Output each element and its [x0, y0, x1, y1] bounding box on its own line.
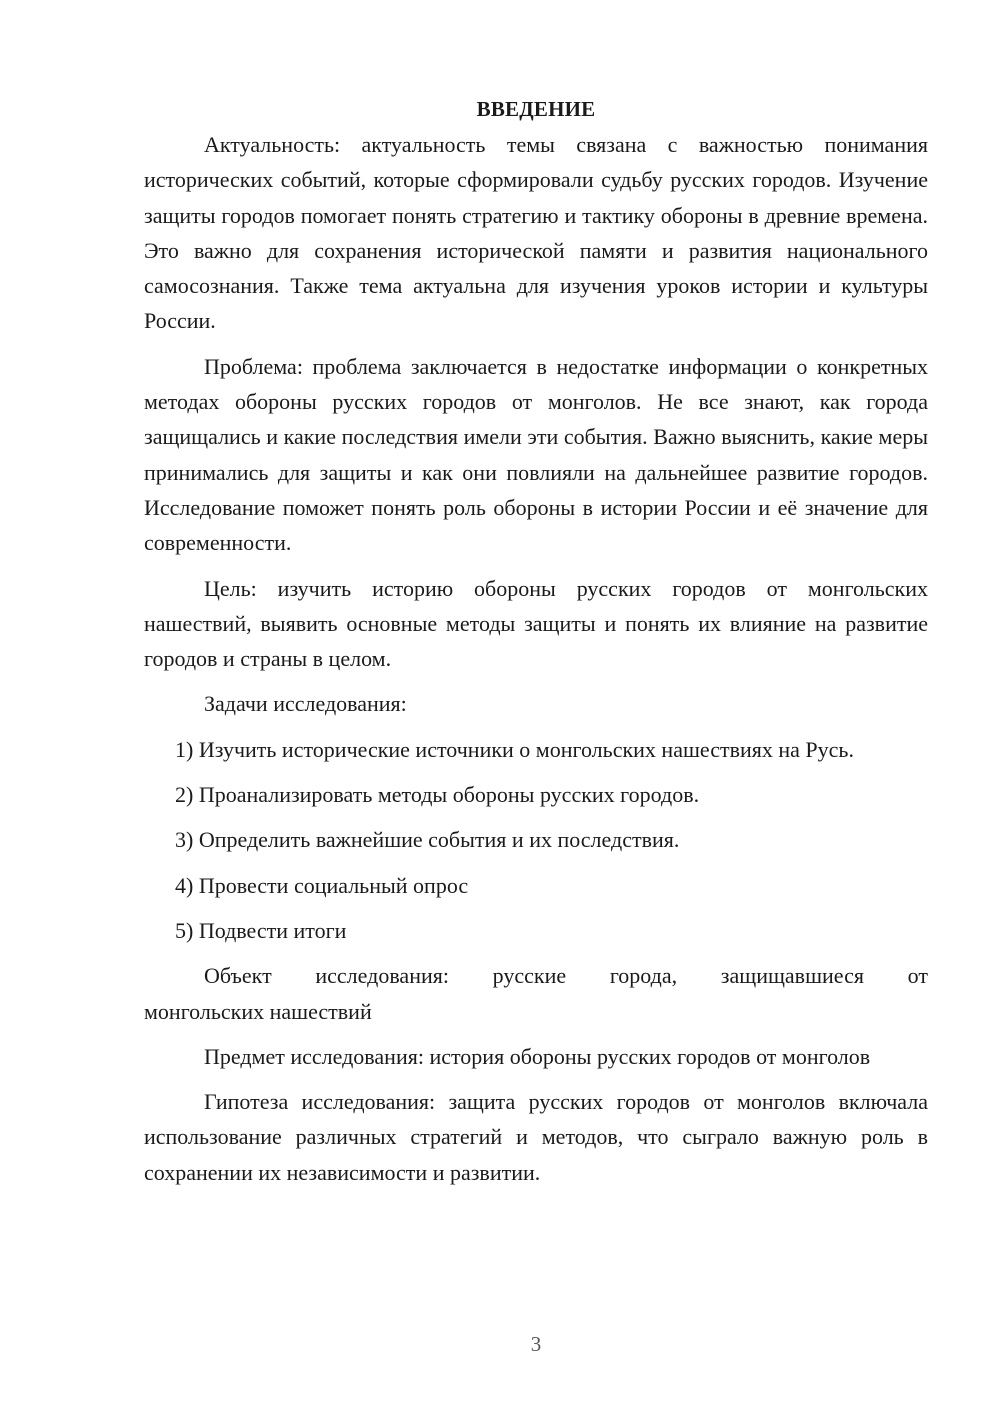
list-item: 2) Проанализировать методы обороны русских городов.	[175, 782, 700, 808]
tasks-heading: Задачи исследования:	[204, 691, 407, 717]
object-paragraph	[144, 958, 928, 1029]
page-number: 3	[530, 1332, 542, 1356]
list-item: 3) Определить важнейшие события и их последствия.	[175, 827, 680, 853]
list-item: 5) Подвести итоги	[175, 917, 347, 943]
object-line-2: монгольских нашествий	[144, 998, 372, 1024]
list-item: 1) Изучить исторические источники о монгольских нашествиях на Русь.	[175, 736, 854, 762]
subject-paragraph: Предмет исследования: история обороны русских городов от монголов	[204, 1043, 871, 1069]
tasks-list	[144, 732, 928, 948]
hypothesis-paragraph: Гипотеза исследования: защита русских городов от монголов включала использование различных стратегий и методов, что сыграло важную роль в сохранении их независимости и развитии.	[144, 1089, 928, 1185]
document-page	[144, 92, 928, 1200]
relevance-paragraph: Актуальность: актуальность темы связана с важностью понимания исторических событий, которые сформировали судьбу русских городов. Изучение защиты городов помогает понять стратегию и тактику обороны в древние времена. Это важно для сохранения исторической памяти и развития национального самосознания. Также тема актуальна для изучения уроков истории и культуры России.	[144, 132, 928, 334]
problem-paragraph: Проблема: проблема заключается в недостатке информации о конкретных методах обороны русских городов от монголов. Не все знают, как города защищались и какие последствия имели эти события. Важно выяснить, какие меры принимались для защиты и как они повлияли на дальнейшее развитие городов. Исследование поможет понять роль обороны в истории России и её значение для современности.	[144, 353, 928, 556]
object-line-1: Объект исследования: русские города, защищавшиеся от	[204, 963, 928, 989]
goal-paragraph: Цель: изучить историю обороны русских городов от монгольских нашествий, выявить основные методы защиты и понять их влияние на развитие городов и страны в целом.	[144, 575, 928, 672]
list-item: 4) Провести социальный опрос	[175, 872, 469, 898]
page-title: ВВЕДЕНИЕ	[476, 97, 596, 121]
